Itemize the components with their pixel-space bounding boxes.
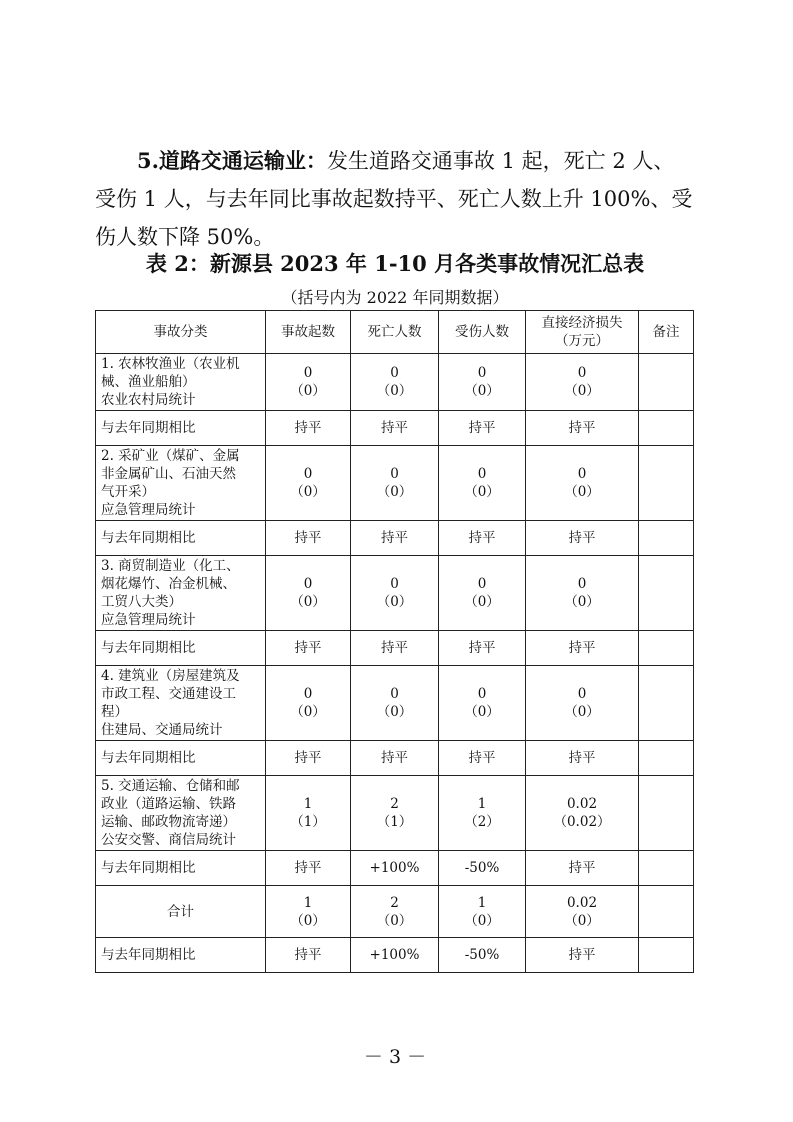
category-cell-line: 2. 采矿业（煤矿、金属 [101, 448, 240, 464]
comparison-incidents [266, 938, 351, 973]
comparison-loss-line: 持平 [568, 750, 596, 766]
comparison-injuries-line: 持平 [468, 750, 496, 766]
comparison-incidents-line: 持平 [294, 750, 322, 766]
category-cell-line: 农业农村局统计 [101, 392, 196, 408]
loss-cell-line: （0） [564, 704, 600, 720]
injuries-cell-line: 0 [477, 576, 487, 592]
header-loss [526, 311, 639, 354]
category-cell [96, 556, 266, 631]
comparison-injuries [439, 851, 526, 886]
category-cell [96, 354, 266, 411]
notes-cell [639, 776, 694, 851]
category-cell-line: 烟花爆竹、冶金机械、 [101, 576, 236, 592]
incidents-cell [266, 354, 351, 411]
incidents-cell-line: 0 [303, 466, 313, 482]
category-cell-line: 5. 交通运输、仓储和邮 [101, 778, 240, 794]
comparison-row [96, 851, 694, 886]
comparison-row [96, 631, 694, 666]
deaths-cell-line: 2 [390, 796, 399, 812]
table-row [96, 354, 694, 411]
loss-cell-line: 0 [577, 686, 587, 702]
table-row [96, 666, 694, 741]
total-loss-line: 0.02 [566, 894, 598, 911]
category-cell-line: 应急管理局统计 [101, 502, 196, 518]
category-cell-line: 政业（道路运输、铁路 [101, 796, 236, 812]
incidents-cell [266, 776, 351, 851]
comparison-deaths-line: 持平 [381, 750, 408, 766]
deaths-cell [351, 666, 439, 741]
header-injuries: 受伤人数 [439, 311, 526, 354]
category-cell-line: 4. 建筑业（房屋建筑及 [101, 668, 240, 684]
comparison-incidents-line: 持平 [294, 640, 322, 656]
comparison-label-line: 与去年同期相比 [101, 640, 196, 656]
incidents-cell-line: （1） [290, 814, 326, 830]
notes-cell [639, 938, 694, 973]
comparison-incidents [266, 521, 351, 556]
comparison-deaths [351, 411, 439, 446]
comparison-injuries [439, 631, 526, 666]
notes-cell [639, 556, 694, 631]
comparison-incidents [266, 411, 351, 446]
paragraph-text: 发生道路交通事故 1 起，死亡 2 人、受伤 1 人，与去年同比事故起数持平、死亡人数上升 100%、受伤人数下降 50%。 [95, 149, 693, 249]
header-deaths: 死亡人数 [351, 311, 439, 354]
comparison-label-line: 与去年同期相比 [101, 750, 196, 766]
incidents-cell-line: 0 [303, 576, 313, 592]
total-label-line: 合计 [167, 903, 194, 920]
comparison-label [96, 411, 266, 446]
incidents-cell-line: （0） [290, 383, 326, 399]
comparison-label [96, 851, 266, 886]
notes-cell [639, 521, 694, 556]
category-cell [96, 446, 266, 521]
comparison-incidents-line: 持平 [294, 947, 322, 963]
deaths-cell-line: （0） [376, 704, 413, 720]
injuries-cell-line: （0） [464, 594, 500, 610]
comparison-injuries-line: 持平 [468, 640, 496, 656]
comparison-label [96, 938, 266, 973]
category-cell-line: 非金属矿山、石油天然 [101, 466, 236, 482]
loss-cell [526, 776, 639, 851]
injuries-cell-line: （0） [464, 383, 500, 399]
deaths-cell-line: （1） [376, 814, 413, 830]
body-paragraph [95, 142, 695, 256]
total-injuries [439, 886, 526, 938]
category-cell-line: 应急管理局统计 [101, 612, 196, 628]
comparison-label [96, 741, 266, 776]
comparison-loss-line: 持平 [568, 860, 596, 876]
deaths-cell [351, 446, 439, 521]
deaths-cell-line: （0） [376, 383, 413, 399]
comparison-deaths-line: +100% [369, 860, 420, 876]
loss-cell [526, 666, 639, 741]
header-loss-line1: 直接经济损失 [541, 315, 623, 331]
table-body [96, 354, 694, 973]
table-subtitle: （括号内为 2022 年同期数据） [281, 288, 509, 307]
comparison-loss [526, 938, 639, 973]
loss-cell-line: （0） [564, 484, 600, 500]
loss-cell-line: 0 [577, 466, 587, 482]
total-label [96, 886, 266, 938]
comparison-loss-line: 持平 [568, 420, 596, 436]
category-cell-line: 工贸八大类） [101, 594, 182, 610]
comparison-loss [526, 631, 639, 666]
total-deaths-line: （0） [376, 912, 413, 929]
comparison-deaths [351, 631, 439, 666]
comparison-injuries-line: -50% [464, 947, 500, 963]
injuries-cell-line: 0 [477, 466, 487, 482]
notes-cell [639, 886, 694, 938]
comparison-incidents [266, 851, 351, 886]
notes-cell [639, 354, 694, 411]
injuries-cell [439, 666, 526, 741]
comparison-label-line: 与去年同期相比 [101, 530, 196, 546]
deaths-cell [351, 776, 439, 851]
total-injuries-line: 1 [477, 894, 487, 911]
notes-cell [639, 411, 694, 446]
category-cell-line: 程） [101, 704, 128, 720]
header-loss-line2: （万元） [555, 333, 609, 349]
comparison-injuries-line: 持平 [468, 530, 496, 546]
total-loss-line: （0） [564, 912, 600, 929]
notes-cell [639, 446, 694, 521]
comparison-incidents-line: 持平 [294, 860, 322, 876]
category-cell [96, 666, 266, 741]
comparison-deaths-line: +100% [369, 947, 420, 963]
table-row [96, 776, 694, 851]
incidents-cell-line: （0） [290, 484, 326, 500]
category-cell-line: 公安交警、商信局统计 [101, 832, 236, 848]
total-deaths-line: 2 [390, 894, 399, 911]
total-incidents-line: 1 [303, 894, 313, 911]
incidents-cell-line: 0 [303, 365, 313, 381]
total-incidents-line: （0） [290, 912, 326, 929]
loss-cell [526, 446, 639, 521]
notes-cell [639, 851, 694, 886]
comparison-deaths-line: 持平 [381, 420, 408, 436]
injuries-cell-line: （2） [464, 814, 500, 830]
header-category: 事故分类 [96, 311, 266, 354]
loss-cell-line: （0.02） [553, 814, 611, 830]
category-cell-line: 械、渔业船舶） [101, 374, 196, 390]
incidents-cell-line: 1 [303, 796, 313, 812]
comparison-row [96, 741, 694, 776]
comparison-label-line: 与去年同期相比 [101, 947, 196, 963]
comparison-deaths [351, 521, 439, 556]
deaths-cell [351, 556, 439, 631]
total-loss [526, 886, 639, 938]
loss-cell-line: （0） [564, 383, 600, 399]
category-cell-line: 市政工程、交通建设工 [101, 686, 236, 702]
injuries-cell [439, 354, 526, 411]
table-row [96, 446, 694, 521]
table-header-row [96, 311, 694, 354]
comparison-label [96, 521, 266, 556]
comparison-loss [526, 411, 639, 446]
comparison-loss [526, 741, 639, 776]
deaths-cell-line: 0 [390, 365, 399, 381]
header-incidents: 事故起数 [266, 311, 351, 354]
incidents-cell-line: （0） [290, 704, 326, 720]
comparison-incidents-line: 持平 [294, 420, 322, 436]
comparison-deaths [351, 851, 439, 886]
comparison-row [96, 411, 694, 446]
comparison-loss [526, 521, 639, 556]
injuries-cell-line: 1 [477, 796, 487, 812]
table-title: 表 2：新源县 2023 年 1-10 月各类事故情况汇总表 [145, 251, 645, 276]
deaths-cell-line: （0） [376, 594, 413, 610]
injuries-cell-line: 0 [477, 365, 487, 381]
deaths-cell-line: （0） [376, 484, 413, 500]
loss-cell-line: 0.02 [566, 796, 598, 812]
incidents-cell-line: （0） [290, 594, 326, 610]
loss-cell [526, 556, 639, 631]
notes-cell [639, 631, 694, 666]
comparison-label [96, 631, 266, 666]
category-cell [96, 776, 266, 851]
loss-cell-line: 0 [577, 576, 587, 592]
comparison-deaths [351, 741, 439, 776]
total-row [96, 886, 694, 938]
incidents-cell-line: 0 [303, 686, 313, 702]
incidents-cell [266, 666, 351, 741]
comparison-deaths [351, 938, 439, 973]
accident-summary-table [95, 310, 694, 973]
comparison-injuries-line: 持平 [468, 420, 496, 436]
category-cell-line: 运输、邮政物流寄递） [101, 814, 236, 830]
injuries-cell [439, 446, 526, 521]
injuries-cell-line: （0） [464, 484, 500, 500]
injuries-cell [439, 556, 526, 631]
category-cell-line: 3. 商贸制造业（化工、 [101, 558, 240, 574]
comparison-label-line: 与去年同期相比 [101, 860, 196, 876]
category-cell-line: 住建局、交通局统计 [101, 722, 223, 738]
comparison-injuries [439, 741, 526, 776]
incidents-cell [266, 556, 351, 631]
comparison-incidents [266, 631, 351, 666]
comparison-injuries [439, 938, 526, 973]
comparison-deaths-line: 持平 [381, 530, 408, 546]
incidents-cell [266, 446, 351, 521]
comparison-injuries [439, 521, 526, 556]
comparison-loss-line: 持平 [568, 530, 596, 546]
deaths-cell-line: 0 [390, 466, 399, 482]
injuries-cell [439, 776, 526, 851]
page-number: － 3 － [363, 1046, 427, 1068]
injuries-cell-line: （0） [464, 704, 500, 720]
table-row [96, 556, 694, 631]
deaths-cell-line: 0 [390, 576, 399, 592]
category-cell-line: 1. 农林牧渔业（农业机 [101, 356, 240, 372]
comparison-loss [526, 851, 639, 886]
comparison-loss-line: 持平 [568, 947, 596, 963]
deaths-cell-line: 0 [390, 686, 399, 702]
deaths-cell [351, 354, 439, 411]
comparison-injuries [439, 411, 526, 446]
paragraph-lead: 5.道路交通运输业： [137, 148, 327, 173]
total-incidents [266, 886, 351, 938]
comparison-incidents-line: 持平 [294, 530, 322, 546]
comparison-incidents [266, 741, 351, 776]
comparison-injuries-line: -50% [464, 860, 500, 876]
loss-cell-line: 0 [577, 365, 587, 381]
injuries-cell-line: 0 [477, 686, 487, 702]
comparison-label-line: 与去年同期相比 [101, 420, 196, 436]
header-notes: 备注 [639, 311, 694, 354]
total-injuries-line: （0） [464, 912, 500, 929]
total-comparison-row [96, 938, 694, 973]
loss-cell-line: （0） [564, 594, 600, 610]
category-cell-line: 气开采） [101, 484, 155, 500]
comparison-row [96, 521, 694, 556]
notes-cell [639, 666, 694, 741]
comparison-deaths-line: 持平 [381, 640, 408, 656]
total-deaths [351, 886, 439, 938]
notes-cell [639, 741, 694, 776]
comparison-loss-line: 持平 [568, 640, 596, 656]
loss-cell [526, 354, 639, 411]
